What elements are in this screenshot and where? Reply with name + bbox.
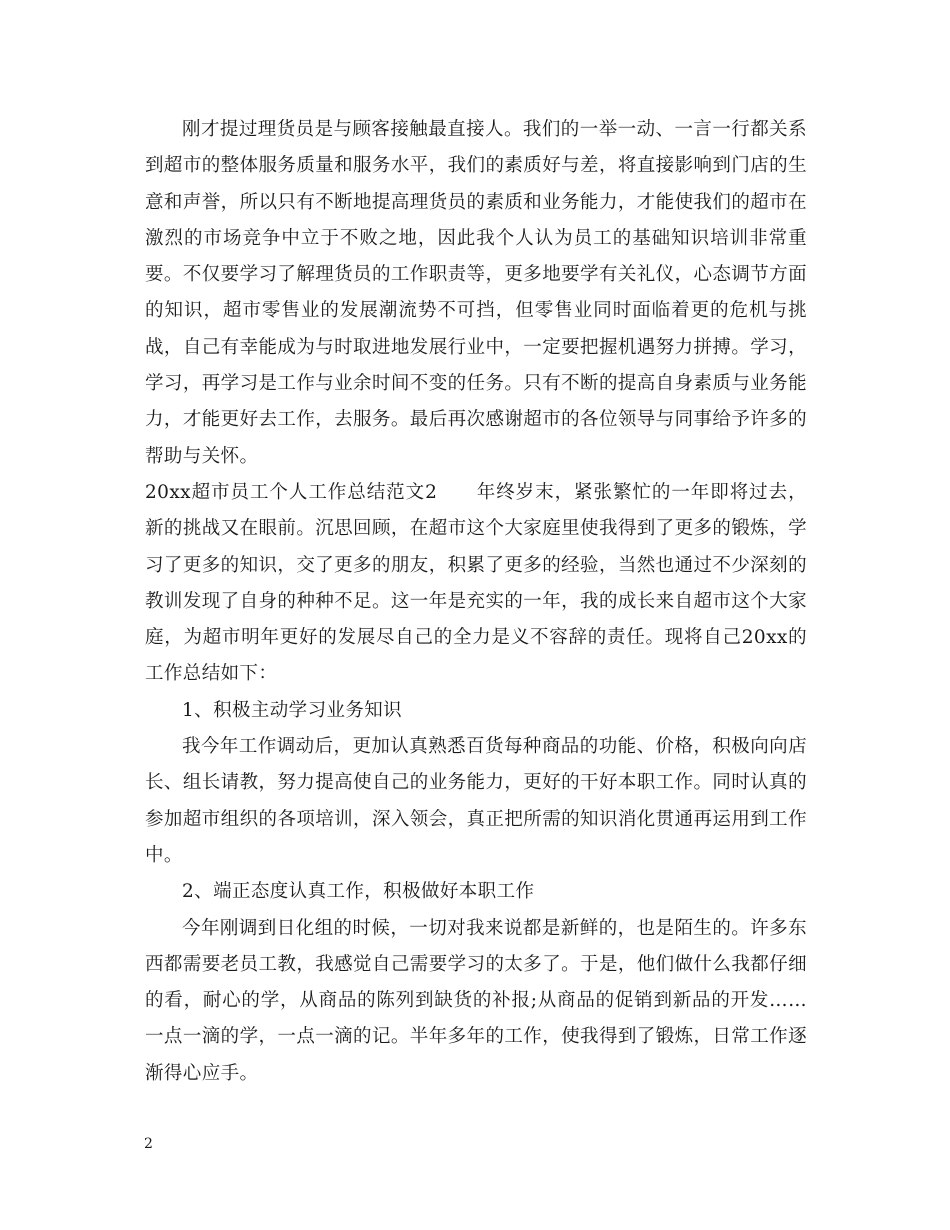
paragraph-summary-intro: 20xx超市员工个人工作总结范文2 年终岁末，紧张繁忙的一年即将过去，新的挑战又在眼前。沉思回顾，在超市这个大家庭里使我得到了更多的锻炼，学习了更多的知识，交了更多的朋友，积累了更多的经验，当然也通过不少深刻的教训发现了自身的种种不足。这一年是充实的一年，我的成长来自超市这个大家庭，为超市明年更好的发展尽自己的全力是义不容辞的责任。现将自己20xx的工作总结如下： <box>145 481 807 685</box>
paragraph-learning: 我今年工作调动后，更加认真熟悉百货每种商品的功能、价格，积极向向店长、组长请教，努力提高使自己的业务能力，更好的干好本职工作。同时认真的参加超市组织的各项培训，深入领会，真正把所需的知识消化贯通再运用到工作中。 <box>145 736 807 866</box>
paragraph-attitude: 今年刚调到日化组的时候，一切对我来说都是新鲜的，也是陌生的。许多东西都需要老员工教，我感觉自己需要学习的太多了。于是，他们做什么我都仔细的看，耐心的学，从商品的陈列到缺货的补报;从商品的促销到新品的开发……一点一滴的学，一点一滴的记。半年多年的工作，使我得到了锻炼，日常工作逐渐得心应手。 <box>145 917 807 1084</box>
document-body <box>145 112 807 1092</box>
section-heading-learning: 1、积极主动学习业务知识 <box>182 699 403 721</box>
paragraph-training-importance: 刚才提过理货员是与顾客接触最直接人。我们的一举一动、一言一行都关系到超市的整体服务质量和服务水平，我们的素质好与差，将直接影响到门店的生意和声誉，所以只有不断地提高理货员的素质和业务能力，才能使我们的超市在激烈的市场竞争中立于不败之地，因此我个人认为员工的基础知识培训非常重要。不仅要学习了解理货员的工作职责等，更多地要学有关礼仪，心态调节方面的知识，超市零售业的发展潮流势不可挡，但零售业同时面临着更的危机与挑战，自己有幸能成为与时取进地发展行业中，一定要把握机遇努力拼搏。学习，学习，再学习是工作与业余时间不变的任务。只有不断的提高自身素质与业务能力，才能更好去工作，去服务。最后再次感谢超市的各位领导与同事给予许多的帮助与关怀。 <box>145 119 807 467</box>
page-number: 2 <box>144 1136 153 1152</box>
section-heading-attitude: 2、端正态度认真工作，积极做好本职工作 <box>182 881 535 903</box>
